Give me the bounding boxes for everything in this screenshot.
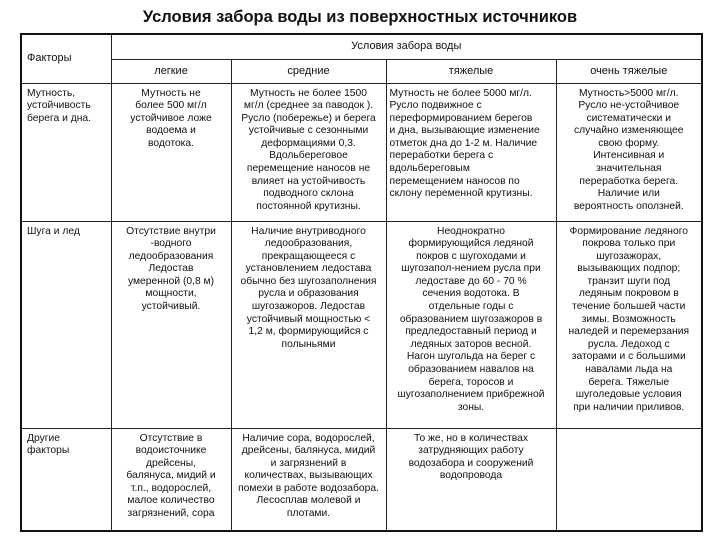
row-factor: Другие факторы bbox=[21, 428, 111, 531]
header-heavy: тяжелые bbox=[386, 59, 556, 83]
table-cell: Наличие внутриводного ледообразования, прекращающееся с установлением ледостава обычно без шугозаполнения русла и образования шугозажоров. Ледостав устойчивый мощностью < 1,2 м, формирующийся с полыньями bbox=[231, 221, 386, 428]
table-row bbox=[21, 428, 702, 531]
table-cell: Мутность>5000 мг/л. Русло не-устойчивое систематически и случайно изменяющее свою форму. Интенсивная и значительная переработка берега. Наличие или вероятность оползней. bbox=[556, 83, 702, 221]
header-light: легкие bbox=[111, 59, 231, 83]
table-cell: То же, но в количествах затрудняющих работу водозабора и сооружений водопровода bbox=[386, 428, 556, 531]
water-intake-conditions-table bbox=[20, 33, 703, 532]
header-medium: средние bbox=[231, 59, 386, 83]
table-cell: Отсутствие внутри -водного ледообразования Ледостав умеренной (0,8 м) мощности, устойчивый. bbox=[111, 221, 231, 428]
row-factor: Шуга и лед bbox=[21, 221, 111, 428]
table-cell: Неоднократно формирующийся ледяной покров с шугоходами и шугозапол-нением русла при ледоставе до 60 - 70 % сечения водотока. В отдельные годы с образованием шугозажоров в предледоставный период и ледяных заторов весной. Нагон шугольда на берег с образованием навалов на берега, торосов и шугозаполнением прибрежной зоны. bbox=[386, 221, 556, 428]
header-factors: Факторы bbox=[21, 34, 111, 83]
table-cell: Мутность не более 1500 мг/л (среднее за паводок ). Русло (побережье) и берега устойчивые с сезонными деформациями 0,3. Вдольбереговое перемещение наносов не влияет на устойчивость подводного склона постоянной крутизны. bbox=[231, 83, 386, 221]
table-cell: Мутность не более 5000 мг/л. Русло подвижное с переформированием берегов и дна, вызывающие изменение отметок дна до 1-2 м. Наличие переработки берега с вдольбереговым перемещением наносов по склону переменной крутизны. bbox=[386, 83, 556, 221]
header-very-heavy: очень тяжелые bbox=[556, 59, 702, 83]
table-cell: Наличие сора, водорослей, дрейсены, балянуса, мидий и загрязнений в количествах, вызывающих помехи в работе водозабора. Лесосплав молевой и плотами. bbox=[231, 428, 386, 531]
table-row bbox=[21, 83, 702, 221]
table-row bbox=[21, 221, 702, 428]
page-title: Условия забора воды из поверхностных источников bbox=[142, 8, 578, 26]
row-factor: Мутность, устойчивость берега и дна. bbox=[21, 83, 111, 221]
table-cell bbox=[556, 428, 702, 531]
table-cell: Отсутствие в водоисточнике дрейсены, балянуса, мидий и т.п., водорослей, малое количество загрязнений, сора bbox=[111, 428, 231, 531]
table-cell: Мутность не более 500 мг/л устойчивое ложе водоема и водотока. bbox=[111, 83, 231, 221]
header-group: Условия забора воды bbox=[111, 34, 702, 59]
table-cell: Формирование ледяного покрова только при шугозажорах, вызывающих подпор; транзит шуги под ледяным покровом в течение большей части зимы. Возможность наледей и перемерзания русла. Ледоход с заторами и с большими навалами льда на берега. Тяжелые шуголедовые условия при наличии приливов. bbox=[556, 221, 702, 428]
